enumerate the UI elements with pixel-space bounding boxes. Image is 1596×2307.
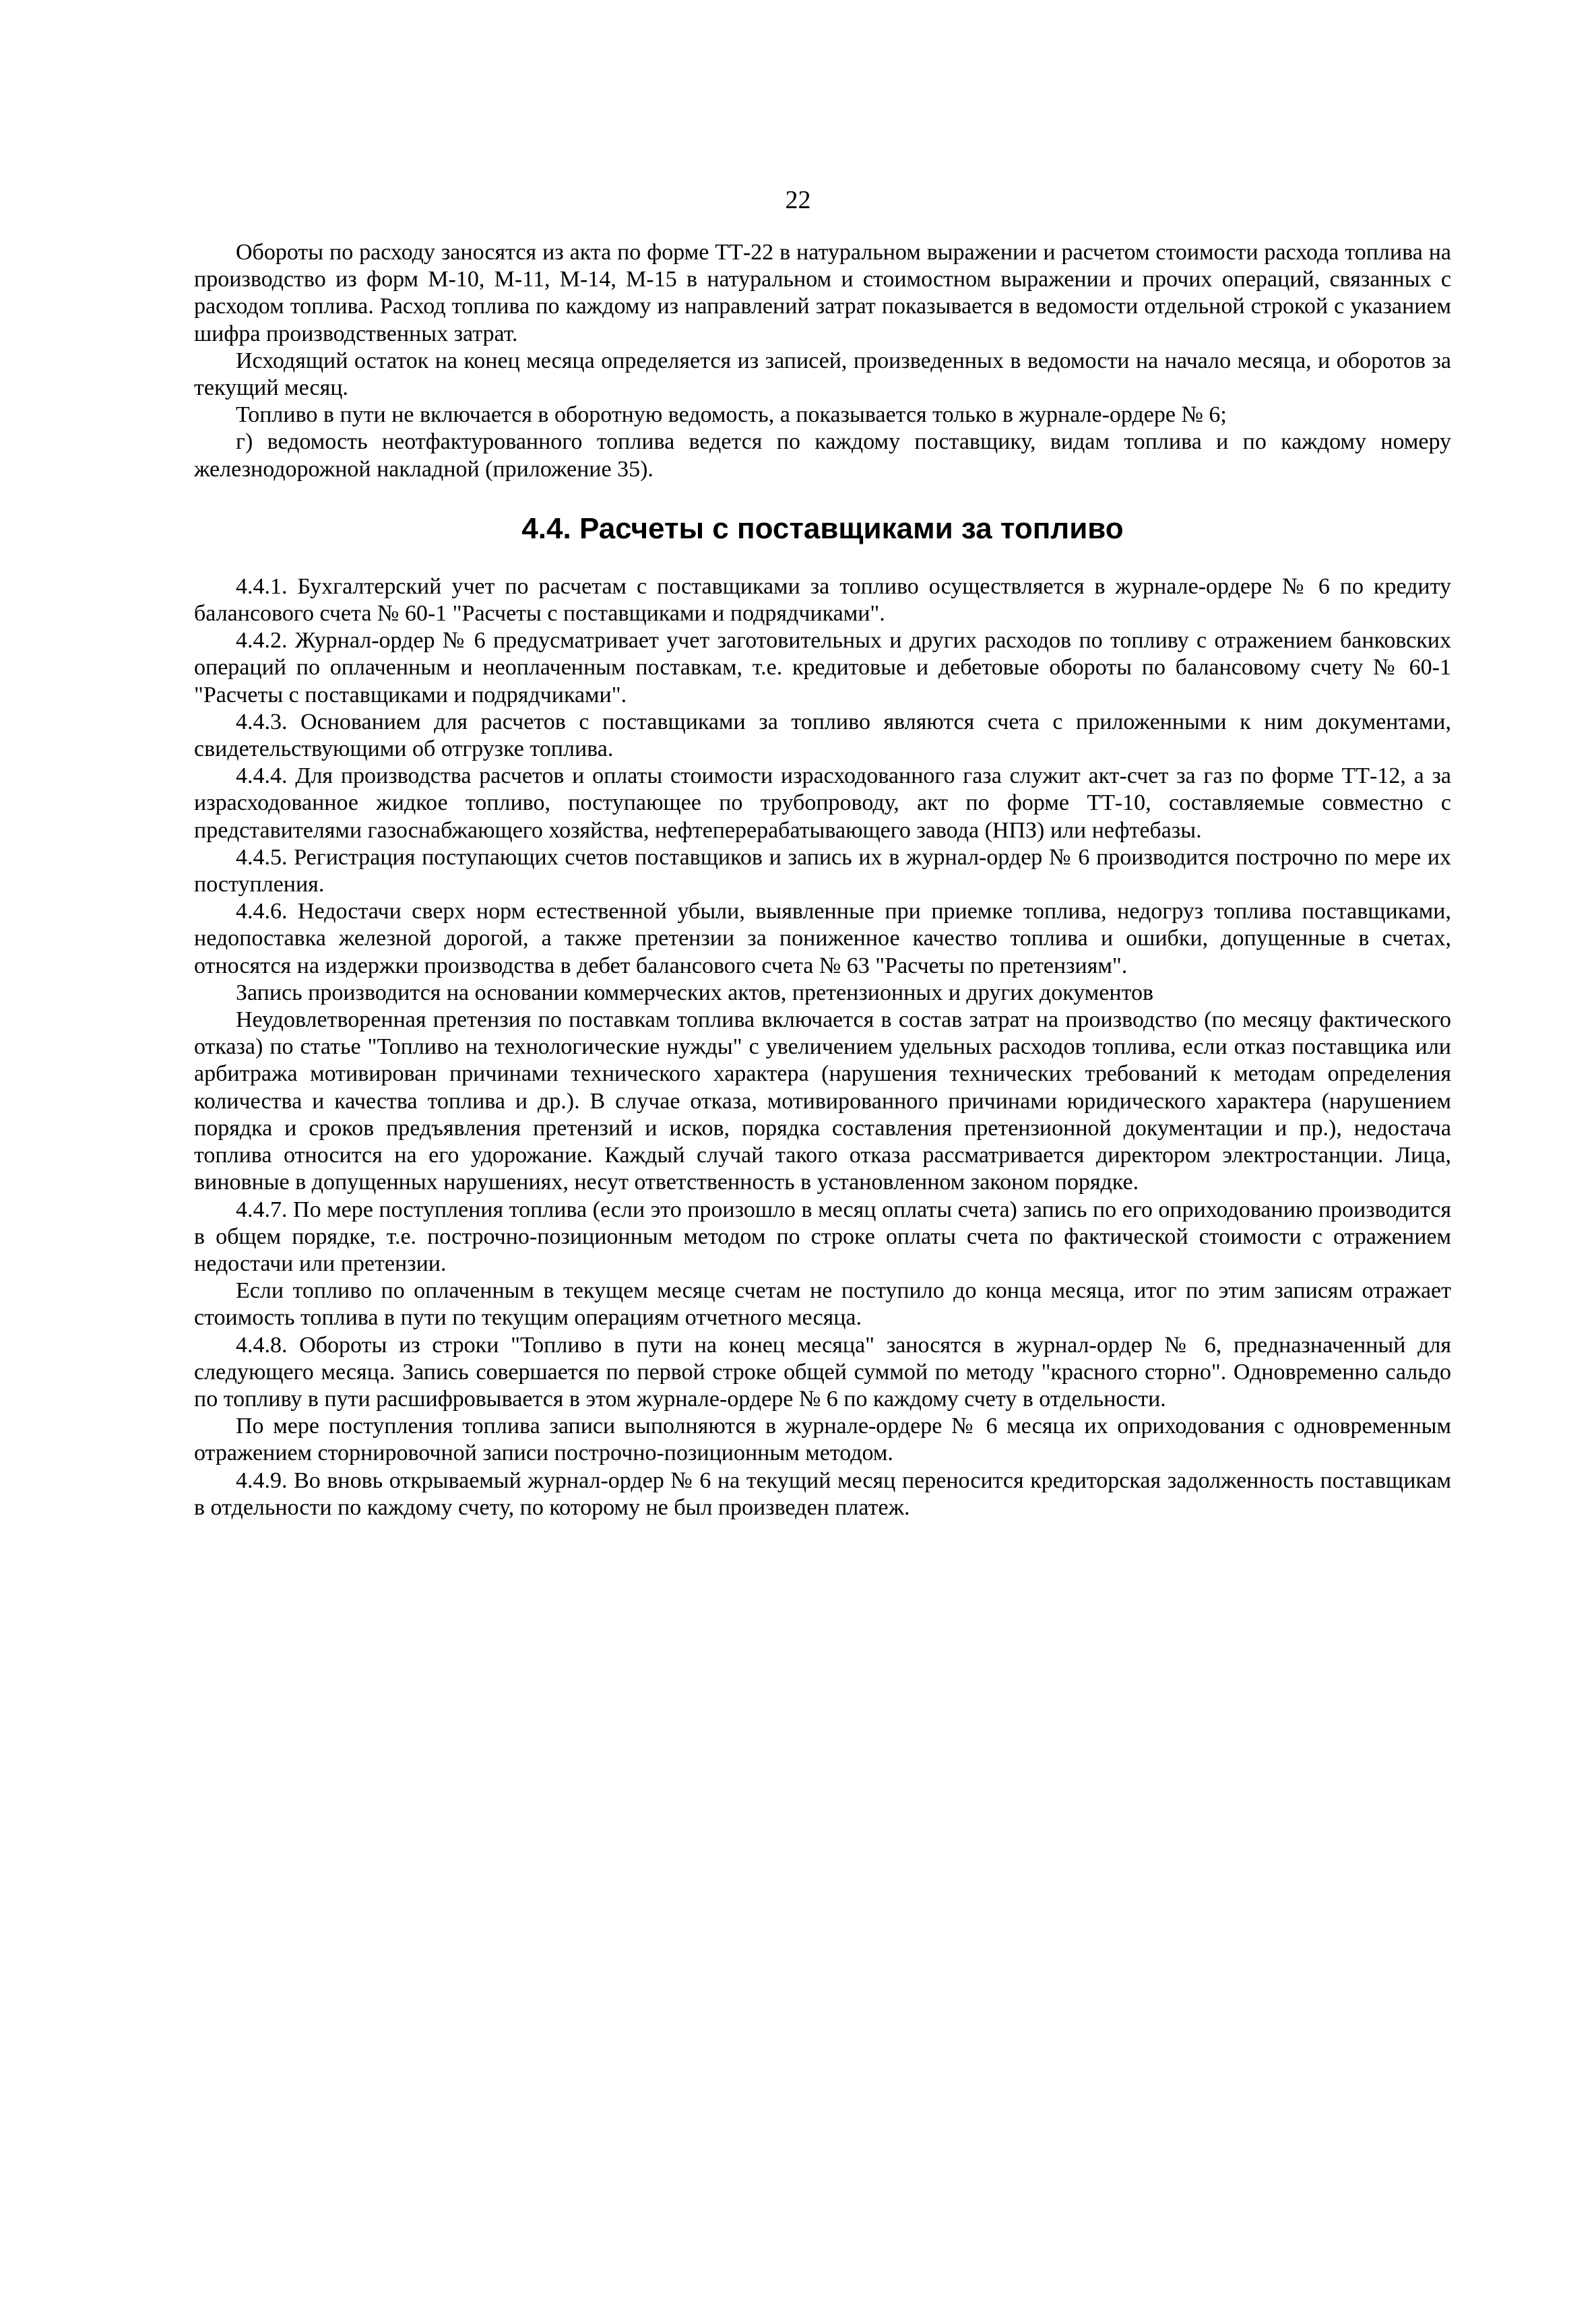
paragraph: 4.4.3. Основанием для расчетов с поставщиками за топливо являются счета с приложенными к ним документами, свидетельствующими об отгрузке топлива.	[194, 709, 1451, 762]
paragraph: По мере поступления топлива записи выполняются в журнале-ордере № 6 месяца их оприходования с одновременным отражением сторнировочной записи построчно-позиционным методом.	[194, 1414, 1451, 1466]
paragraph: г) ведомость неотфактурованного топлива ведется по каждому поставщику, видам топлива и по каждому номеру железнодорожной накладной (приложение 35).	[194, 429, 1451, 482]
paragraph: 4.4.7. По мере поступления топлива (если это произошло в месяц оплаты счета) запись по его оприходованию производится в общем порядке, т.е. построчно-позиционным методом по строке оплаты счета по фактической стоимости с отражением недостачи или претензии.	[194, 1197, 1451, 1276]
paragraph: 4.4.2. Журнал-ордер № 6 предусматривает учет заготовительных и других расходов по топливу с отражением банковских операций по оплаченным и неоплаченным поставкам, т.е. кредитовые и дебетовые обороты по балансовому счету № 60-1 "Расчеты с поставщиками и подрядчиками".	[194, 628, 1451, 707]
paragraph: 4.4.6. Недостачи сверх норм естественной убыли, выявленные при приемке топлива, недогруз топлива поставщиками, недопоставка железной дорогой, а также претензии за пониженное качество топлива и ошибки, допущенные в счетах, относятся на издержки производства в дебет балансового счета № 63 "Расчеты по претензиям".	[194, 899, 1451, 978]
document-body	[194, 239, 1451, 1521]
paragraph: Исходящий остаток на конец месяца определяется из записей, произведенных в ведомости на начало месяца, и оборотов за текущий месяц.	[194, 348, 1451, 401]
paragraph: 4.4.8. Обороты из строки "Топливо в пути на конец месяца" заносятся в журнал-ордер № 6, предназначенный для следующего месяца. Запись совершается по первой строке общей суммой по методу "красного сторно". Одновременно сальдо по топливу в пути расшифровывается в этом журнале-ордере № 6 по каждому счету в отдельности.	[194, 1332, 1451, 1412]
paragraph: Обороты по расходу заносятся из акта по форме ТТ-22 в натуральном выражении и расчетом стоимости расхода топлива на производство из форм М-10, М-11, М-14, М-15 в натуральном и стоимостном выражении и прочих операций, связанных с расходом топлива. Расход топлива по каждому из направлений затрат показывается в ведомости отдельной строкой с указанием шифра производственных затрат.	[194, 240, 1451, 346]
paragraph: Топливо в пути не включается в оборотную ведомость, а показывается только в журнале-ордере № 6;	[236, 402, 1227, 428]
paragraph: 4.4.1. Бухгалтерский учет по расчетам с поставщиками за топливо осуществляется в журнале-ордере № 6 по кредиту балансового счета № 60-1 "Расчеты с поставщиками и подрядчиками".	[194, 573, 1451, 627]
paragraph: Неудовлетворенная претензия по поставкам топлива включается в состав затрат на производство (по месяцу фактического отказа) по статье "Топливо на технологические нужды" с увеличением удельных расходов топлива, если отказ поставщика или арбитража мотивирован причинами технического характера (нарушения технических требований к методам определения количества и качества топлива и др.). В случае отказа, мотивированного причинами юридического характера (нарушением порядка и сроков предъявления претензий и исков, порядка составления претензионной документации и пр.), недостача топлива относится на его удорожание. Каждый случай такого отказа рассматривается директором электростанции. Лица, виновные в допущенных нарушениях, несут ответственность в установленном законом порядке.	[194, 1007, 1451, 1195]
paragraph: 4.4.5. Регистрация поступающих счетов поставщиков и запись их в журнал-ордер № 6 производится построчно по мере их поступления.	[194, 844, 1451, 897]
paragraph: 4.4.9. Во вновь открываемый журнал-ордер № 6 на текущий месяц переносится кредиторская задолженность поставщикам в отдельности по каждому счету, по которому не был произведен платеж.	[194, 1467, 1451, 1520]
page-number: 22	[785, 186, 811, 214]
paragraph: Запись производится на основании коммерческих актов, претензионных и других документов	[236, 980, 1154, 1005]
paragraph: Если топливо по оплаченным в текущем месяце счетам не поступило до конца месяца, итог по этим записям отражает стоимость топлива в пути по текущим операциям отчетного месяца.	[194, 1278, 1451, 1331]
section-heading: 4.4. Расчеты с поставщиками за топливо	[521, 511, 1124, 545]
paragraph: 4.4.4. Для производства расчетов и оплаты стоимости израсходованного газа служит акт-счет за газ по форме ТТ-12, а за израсходованное жидкое топливо, поступающее по трубопроводу, акт по форме ТТ-10, составляемые совместно с представителями газоснабжающего хозяйства, нефтеперерабатывающего завода (НПЗ) или нефтебазы.	[194, 763, 1451, 843]
